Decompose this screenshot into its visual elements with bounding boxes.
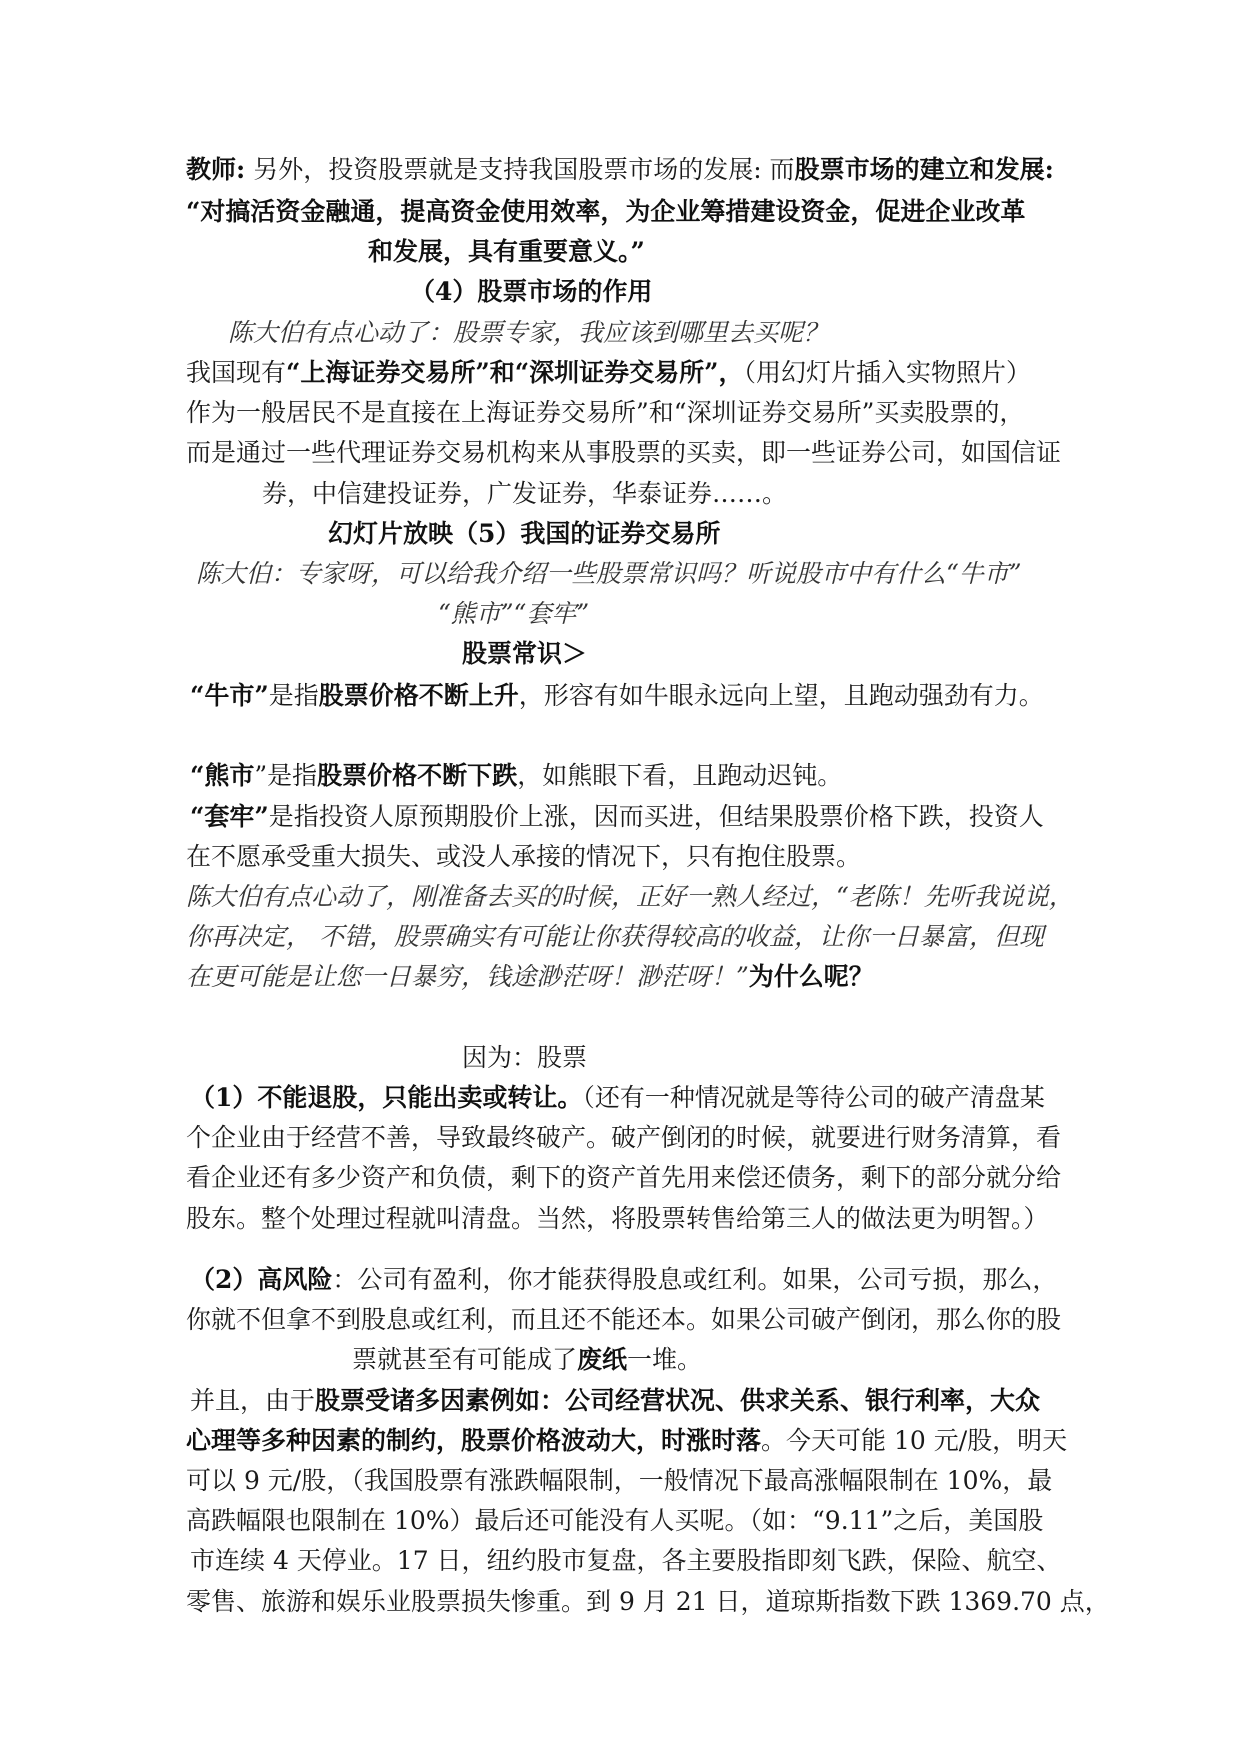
text-run: 市连续 4 天停业。17 日，纽约股市复盘，各主要股指即刻飞跌，保险、航空、 xyxy=(190,1546,1062,1575)
text-run: 一堆。 xyxy=(627,1345,703,1374)
term-bull-market xyxy=(190,676,1044,716)
text-run: 在不愿承受重大损失、或没人承接的情况下，只有抱住股票。 xyxy=(186,842,862,871)
text-line xyxy=(186,393,1024,433)
dialogue-text: 在更可能是让您一日暴穷，钱途渺茫呀！渺茫呀！” xyxy=(186,962,749,991)
text-run: 票就甚至有可能成了 xyxy=(352,1345,578,1374)
term-label: “套牢” xyxy=(190,802,269,831)
text-line xyxy=(262,474,787,514)
text-run: 是指投资人原预期股价上涨，因而买进，但结果股票价格下跌，投资人 xyxy=(268,802,1044,831)
heading-text: （4）股票市场的作用 xyxy=(410,277,653,306)
bold-run: “对搞活资金融通，提高资金使用效率，为企业筹措建设资金，促进企业改革 xyxy=(186,197,1026,226)
text-line xyxy=(186,1461,1052,1501)
bold-run: （1）不能退股，只能出卖或转让。 xyxy=(190,1083,583,1112)
bold-run: 心理等多种因素的制约，股票价格波动大，时涨时落 xyxy=(186,1426,762,1455)
text-run: 而是通过一些代理证券交易机构来从事股票的买卖，即一些证券公司，如国信证 xyxy=(186,438,1062,467)
term-label: “熊市 xyxy=(190,761,255,790)
dialogue-text: 陈大伯：专家呀，可以给我介绍一些股票常识吗？听说股市中有什么“牛市” xyxy=(196,559,1022,588)
bold-run: 股票市场的建立和发展: xyxy=(794,155,1054,184)
text-line xyxy=(186,1421,1067,1461)
bold-run: “上海证券交易所”和“深圳证券交易所”， xyxy=(286,358,744,387)
heading-text: 幻灯片放映（5）我国的证券交易所 xyxy=(328,519,721,548)
section-heading xyxy=(462,634,587,674)
bold-run: 股票价格不断下跌 xyxy=(317,761,518,790)
dialogue-line xyxy=(438,594,589,634)
text-line xyxy=(186,433,1061,473)
quote-line xyxy=(368,232,645,272)
text-run: 作为一般居民不是直接在上海证券交易所”和“深圳证券交易所”买卖股票的， xyxy=(186,398,1025,427)
bold-run: 为什么呢？ xyxy=(748,962,874,991)
text-run: ，如熊眼下看，且跑动迟钝。 xyxy=(517,761,843,790)
text-line xyxy=(190,1541,1062,1581)
section-heading xyxy=(328,514,720,554)
paragraph-factors xyxy=(190,1381,1040,1421)
section-heading xyxy=(410,272,652,312)
text-run: ，形容有如牛眼永远向上望，且跑动强劲有力。 xyxy=(518,681,1044,710)
bold-run: 股票价格不断上升 xyxy=(318,681,519,710)
text-run: 我国现有 xyxy=(186,358,287,387)
text-line xyxy=(186,1118,1061,1158)
text-line xyxy=(186,1582,1110,1622)
paragraph-teacher xyxy=(186,150,1054,190)
text-run: （用幻灯片插入实物照片） xyxy=(743,358,1032,387)
text-run: 另外，投资股票就是支持我国股票市场的发展: 而 xyxy=(253,155,795,184)
text-run: 。今天可能 10 元/股，明天 xyxy=(761,1426,1068,1455)
bold-run: （2）高风险 xyxy=(190,1265,333,1294)
dialogue-line xyxy=(186,877,1074,917)
heading-text: 股票常识＞ xyxy=(462,639,588,668)
point-one xyxy=(190,1078,1045,1118)
text-run: 零售、旅游和娱乐业股票损失惨重。到 9 月 21 日，道琼斯指数下跌 1369.70 点， xyxy=(186,1587,1110,1616)
quote-line xyxy=(186,192,1025,232)
text-line xyxy=(186,1300,1061,1340)
bold-run: 股票受诸多因素例如：公司经营状况、供求关系、银行利率，大众 xyxy=(315,1386,1041,1415)
dialogue-line xyxy=(228,313,828,353)
dialogue-text: “熊市”“套牢” xyxy=(438,599,590,628)
dialogue-line xyxy=(186,917,1044,957)
dialogue-text: 你再决定， 不错，股票确实有可能让你获得较高的收益，让你一日暴富，但现 xyxy=(186,922,1044,951)
text-line xyxy=(186,837,861,877)
term-label: “牛市” xyxy=(190,681,269,710)
text-run: 券，中信建投证券，广发证券，华泰证券……。 xyxy=(262,479,788,508)
term-bear-market xyxy=(190,756,842,796)
text-run: 可以 9 元/股，（我国股票有涨跌幅限制，一般情况下最高涨幅限制在 10%，最 xyxy=(186,1466,1053,1495)
text-line xyxy=(186,1158,1061,1198)
text-run: ”是指 xyxy=(254,761,318,790)
text-run: 你就不但拿不到股息或红利，而且还不能还本。如果公司破产倒闭，那么你的股 xyxy=(186,1305,1062,1334)
text-line xyxy=(352,1340,702,1380)
dialogue-text: 陈大伯有点心动了：股票专家，我应该到哪里去买呢？ xyxy=(228,318,829,347)
point-two xyxy=(190,1260,1057,1300)
text-run: 股东。整个处理过程就叫清盘。当然，将股票转售给第三人的做法更为明智。） xyxy=(186,1204,1049,1233)
text-run: 并且，由于 xyxy=(190,1386,316,1415)
text-line xyxy=(186,1199,1049,1239)
bold-run: 和发展，具有重要意义。” xyxy=(368,237,645,266)
text-run: 高跌幅限也限制在 10%）最后还可能没有人买呢。（如：“9.11”之后，美国股 xyxy=(186,1506,1044,1535)
bold-run: 废纸 xyxy=(577,1345,628,1374)
text-run: 是指 xyxy=(268,681,319,710)
text-run: 个企业由于经营不善，导致最终破产。破产倒闭的时候，就要进行财务清算，看 xyxy=(186,1123,1062,1152)
text-run: ：公司有盈利，你才能获得股息或红利。如果，公司亏损，那么， xyxy=(332,1265,1058,1294)
text-line xyxy=(186,1501,1043,1541)
paragraph-exchange xyxy=(186,353,1031,393)
heading-text: 因为：股票 xyxy=(462,1043,588,1072)
text-run: （还有一种情况就是等待公司的破产清盘某 xyxy=(582,1083,1045,1112)
section-heading xyxy=(462,1038,587,1078)
dialogue-text: 陈大伯有点心动了，刚准备去买的时候，正好一熟人经过，“老陈！先听我说说， xyxy=(186,882,1074,911)
dialogue-line xyxy=(196,554,1022,594)
text-run: 看企业还有多少资产和负债，剩下的资产首先用来偿还债务，剩下的部分就分给 xyxy=(186,1163,1062,1192)
term-trapped xyxy=(190,797,1044,837)
speaker-label: 教师: xyxy=(186,155,246,184)
dialogue-line xyxy=(186,957,874,997)
